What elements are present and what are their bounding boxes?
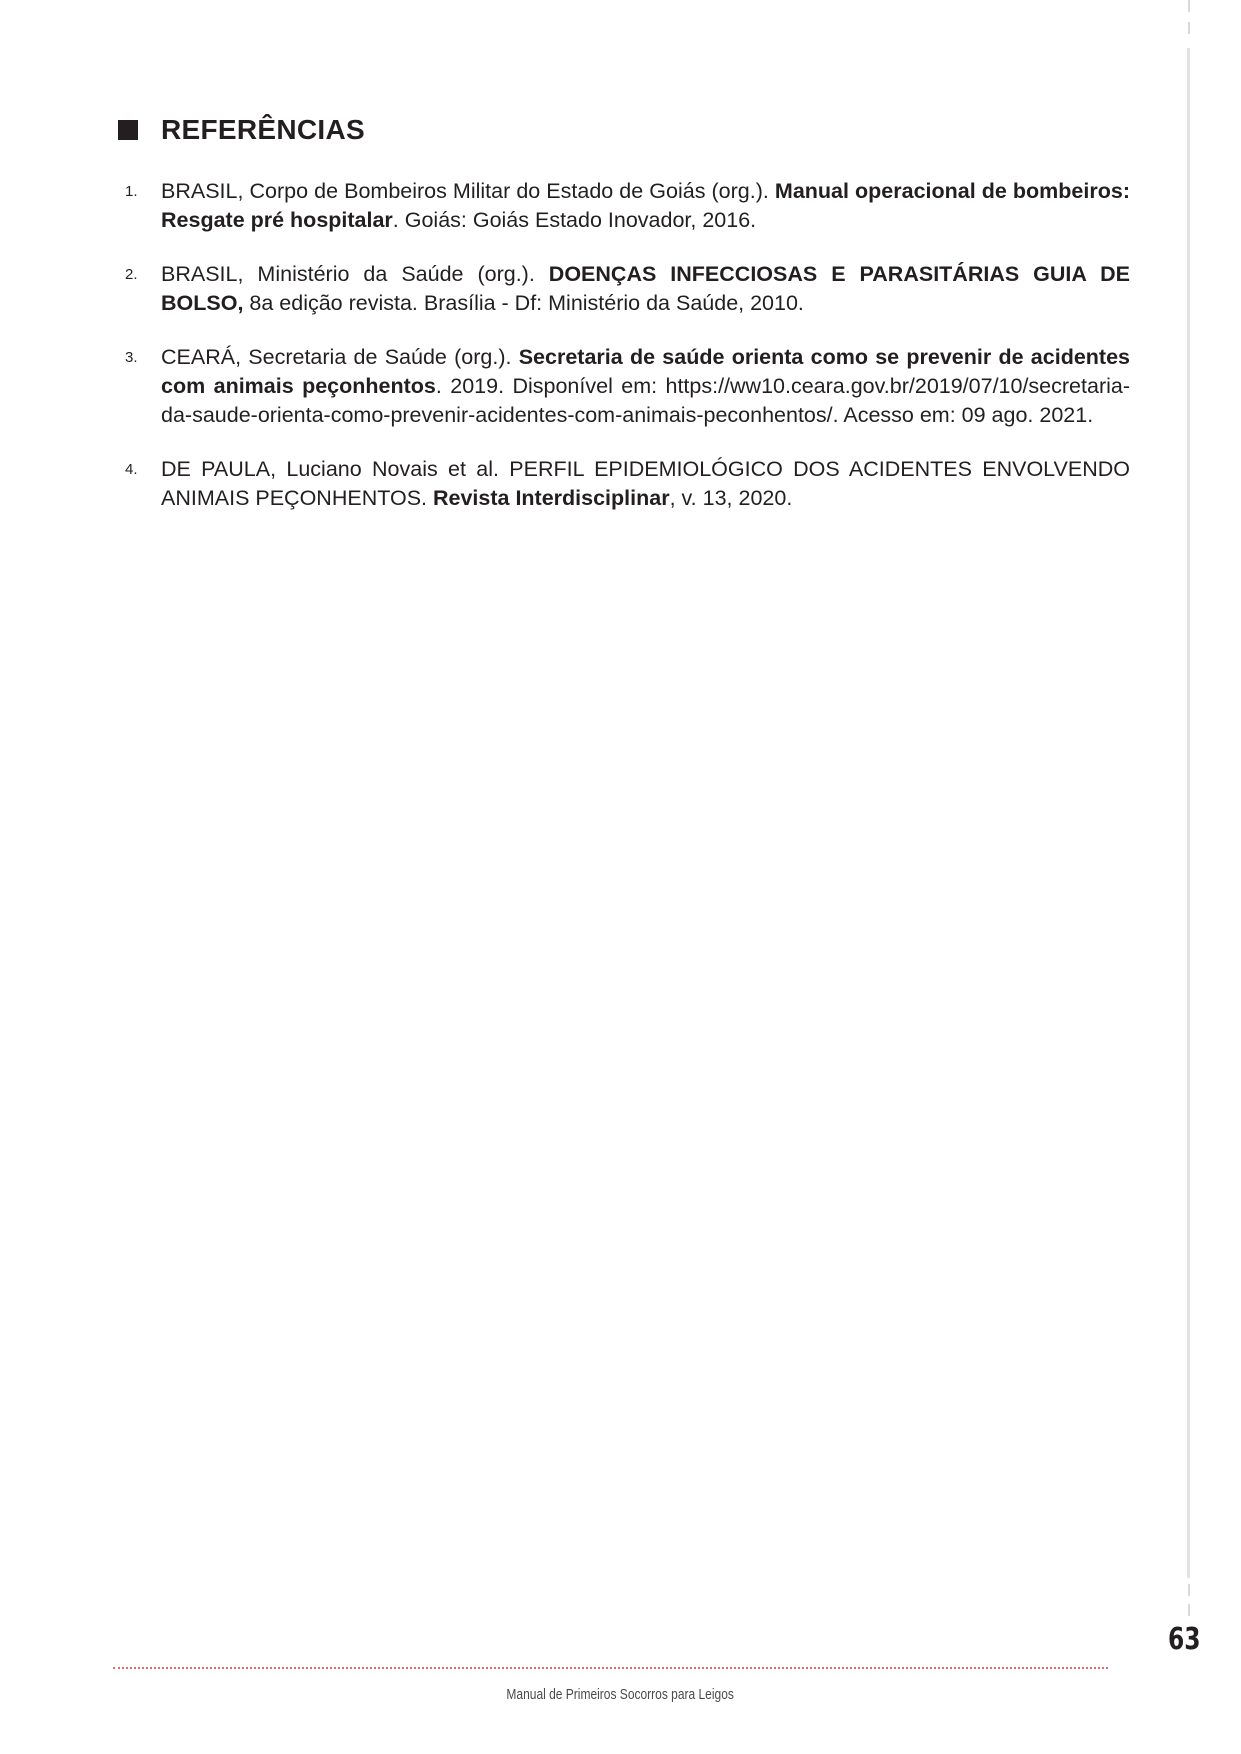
reference-item [118, 260, 1130, 318]
footer-title: Manual de Primeiros Socorros para Leigos [506, 1686, 735, 1703]
reference-title: Manual operacional de bombeiros: Resgate pré hospitalar [161, 179, 1130, 232]
reference-item [118, 177, 1130, 235]
reference-text-part: . Goiás: Goiás Estado Inovador, 2016. [392, 208, 757, 232]
page-number: 63 [1168, 1622, 1201, 1657]
reference-item [118, 343, 1130, 430]
reference-list [118, 177, 1130, 538]
reference-text [161, 343, 1130, 430]
reference-text-part: 8a edição revista. Brasília - Df: Ministério da Saúde, 2010. [243, 291, 804, 315]
section-heading [118, 114, 365, 146]
reference-text [161, 260, 1130, 318]
reference-text-part: CEARÁ, Secretaria de Saúde (org.). [161, 345, 519, 369]
reference-text-part: , v. 13, 2020. [669, 486, 793, 510]
margin-rule-dash [1188, 1584, 1190, 1596]
footer-rule [113, 1667, 1108, 1669]
reference-title: Revista Interdisciplinar [432, 486, 670, 510]
reference-item [118, 455, 1130, 513]
reference-title: Secretaria de saúde orienta como se prevenir de acidentes com animais peçonhentos [161, 345, 1130, 398]
reference-text-part: BRASIL, Ministério da Saúde (org.). [161, 262, 549, 286]
margin-rule-dash [1188, 1604, 1190, 1616]
reference-number: 2. [125, 266, 138, 283]
margin-rule-dash [1188, 22, 1190, 34]
reference-text [161, 455, 1130, 513]
footer-text [0, 1686, 1241, 1703]
reference-text [161, 177, 1130, 235]
reference-text-part: DE PAULA, Luciano Novais et al. PERFIL EPIDEMIOLÓGICO DOS ACIDENTES ENVOLVENDO ANIMAIS PEÇONHENTOS. [161, 457, 1130, 510]
margin-rule-dash [1188, 0, 1190, 12]
heading-square-icon [118, 120, 138, 140]
reference-title: DOENÇAS INFECCIOSAS E PARASITÁRIAS GUIA DE BOLSO, [161, 262, 1130, 315]
reference-text-part: . 2019. Disponível em: https://ww10.ceara.gov.br/2019/07/10/secretaria-da-saude-orienta-como-prevenir-acidentes-com-animais-peconhentos/. Acesso em: 09 ago. 2021. [161, 374, 1130, 427]
reference-number: 3. [125, 349, 138, 366]
reference-number: 4. [125, 461, 138, 478]
margin-rule [1187, 48, 1190, 1578]
section-title: REFERÊNCIAS [161, 114, 365, 145]
reference-text-part: BRASIL, Corpo de Bombeiros Militar do Estado de Goiás (org.). [161, 179, 775, 203]
reference-number: 1. [125, 183, 138, 200]
